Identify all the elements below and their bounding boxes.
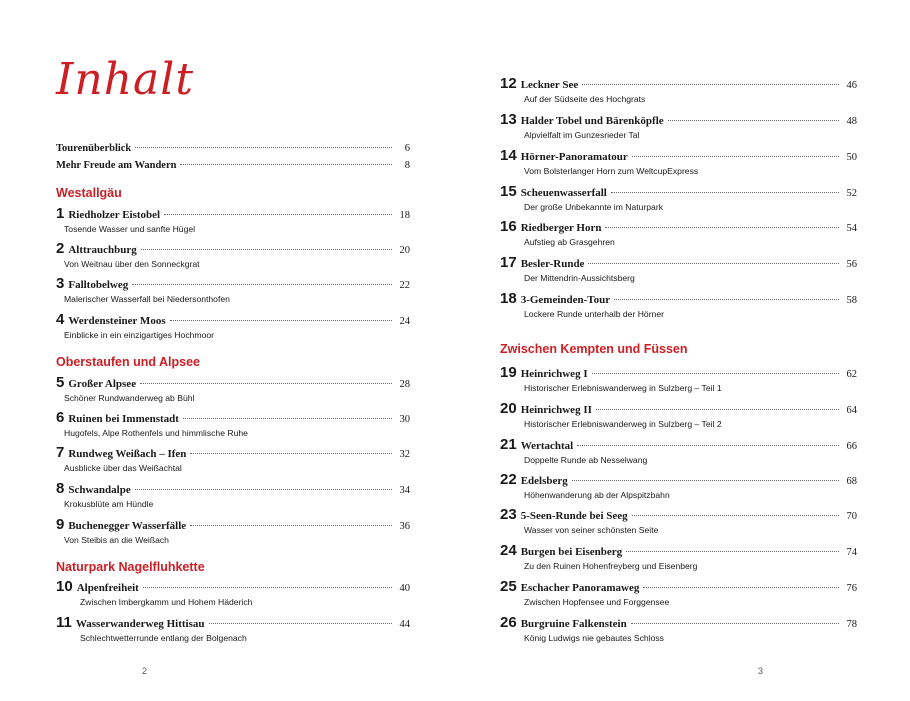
tour-entry[interactable]: [500, 75, 857, 92]
tour-number: 26: [500, 614, 517, 631]
tour-entry[interactable]: [500, 254, 857, 271]
dot-leader: [135, 147, 392, 148]
tour-subtitle: Von Steibis an die Weißach: [64, 535, 169, 545]
page-ref: 70: [846, 511, 857, 522]
tour-entry[interactable]: [56, 311, 410, 328]
page-ref: 44: [399, 619, 410, 630]
dot-leader: [611, 192, 839, 193]
tour-subtitle: Krokusblüte am Hündle: [64, 499, 154, 509]
tour-subtitle: Hugofels, Alpe Rothenfels und himmlische Ruhe: [64, 428, 248, 438]
tour-title: 3-Gemeinden-Tour: [520, 294, 611, 306]
tour-number: 18: [500, 290, 517, 307]
tour-entry[interactable]: [56, 516, 410, 533]
tour-number: 2: [56, 240, 65, 257]
dot-leader: [588, 263, 839, 264]
page-ref: 34: [399, 485, 410, 496]
tour-subtitle: Historischer Erlebniswanderweg in Sulzberg – Teil 1: [524, 383, 722, 393]
tour-number: 9: [56, 516, 65, 533]
tour-entry[interactable]: [56, 374, 410, 391]
page-ref: 78: [846, 619, 857, 630]
tour-subtitle: Höhenwanderung ab der Alpspitzbahn: [524, 490, 670, 500]
tour-subtitle: Alpvielfalt im Gunzesrieder Tal: [524, 130, 640, 140]
tour-subtitle: Ausblicke über das Weißachtal: [64, 463, 182, 473]
dot-leader: [170, 320, 392, 321]
tour-number: 15: [500, 183, 517, 200]
page-ref: 22: [399, 280, 410, 291]
tour-subtitle: Wasser von seiner schönsten Seite: [524, 525, 659, 535]
page-ref: 58: [846, 295, 857, 306]
tour-entry[interactable]: [500, 290, 857, 307]
page-ref: 66: [846, 441, 857, 452]
tour-subtitle: Einblicke in ein einzigartiges Hochmoor: [64, 330, 214, 340]
page-ref: 6: [404, 143, 410, 154]
tour-number: 14: [500, 147, 517, 164]
page-ref: 74: [846, 547, 857, 558]
tour-number: 8: [56, 480, 65, 497]
page-ref: 62: [846, 369, 857, 380]
tour-title: Riedberger Horn: [520, 222, 602, 234]
tour-title: Alpenfreiheit: [76, 582, 139, 594]
tour-title: Großer Alpsee: [68, 378, 137, 390]
dot-leader: [140, 383, 392, 384]
tour-entry[interactable]: [56, 578, 410, 595]
dot-leader: [626, 551, 839, 552]
page-ref: 24: [399, 316, 410, 327]
tour-title: Leckner See: [520, 79, 579, 91]
dot-leader: [164, 214, 392, 215]
tour-number: 19: [500, 364, 517, 381]
toc-front-entry[interactable]: [56, 160, 410, 171]
tour-subtitle: Vom Bolsterlanger Horn zum WeltcupExpress: [524, 166, 699, 176]
tour-subtitle: Doppelte Runde ab Nesselwang: [524, 455, 648, 465]
tour-entry[interactable]: [56, 205, 410, 222]
tour-subtitle: Schlechtwetterrunde entlang der Bolgenach: [80, 633, 247, 643]
tour-entry[interactable]: [500, 111, 857, 128]
page-ref: 64: [846, 405, 857, 416]
dot-leader: [632, 156, 839, 157]
tour-number: 17: [500, 254, 517, 271]
page-ref: 8: [404, 160, 410, 171]
dot-leader: [605, 227, 839, 228]
tour-title: Heinrichweg II: [520, 404, 592, 416]
page-number-left: 2: [142, 666, 148, 676]
tour-number: 24: [500, 542, 517, 559]
dot-leader: [183, 418, 392, 419]
entry-title: Mehr Freude am Wandern: [56, 160, 177, 171]
entry-title: Tourenüberblick: [56, 143, 132, 154]
tour-subtitle: Aufstieg ab Grasgehren: [524, 237, 615, 247]
tour-entry[interactable]: [56, 614, 410, 631]
tour-entry[interactable]: [500, 506, 857, 523]
toc-title: Inhalt: [56, 54, 195, 105]
tour-entry[interactable]: [500, 436, 857, 453]
tour-number: 6: [56, 409, 65, 426]
dot-leader: [596, 409, 839, 410]
tour-number: 20: [500, 400, 517, 417]
tour-entry[interactable]: [500, 183, 857, 200]
tour-entry[interactable]: [500, 364, 857, 381]
page-ref: 28: [399, 379, 410, 390]
tour-number: 22: [500, 471, 517, 488]
tour-number: 10: [56, 578, 73, 595]
page-ref: 40: [399, 583, 410, 594]
dot-leader: [577, 445, 839, 446]
page-ref: 36: [399, 521, 410, 532]
tour-number: 13: [500, 111, 517, 128]
tour-title: Rundweg Weißach – Ifen: [68, 448, 187, 460]
tour-title: Eschacher Panoramaweg: [520, 582, 640, 594]
page-ref: 76: [846, 583, 857, 594]
tour-entry[interactable]: [500, 471, 857, 488]
tour-subtitle: Zwischen Imbergkamm und Hohem Häderich: [80, 597, 253, 607]
dot-leader: [614, 299, 839, 300]
dot-leader: [141, 249, 392, 250]
tour-title: Wertachtal: [520, 440, 574, 452]
tour-entry[interactable]: [500, 542, 857, 559]
tour-number: 11: [56, 614, 72, 631]
page-ref: 18: [399, 210, 410, 221]
page-ref: 52: [846, 188, 857, 199]
tour-subtitle: Historischer Erlebniswanderweg in Sulzberg – Teil 2: [524, 419, 722, 429]
dot-leader: [592, 373, 839, 374]
dot-leader: [132, 284, 392, 285]
tour-title: Riedholzer Eistobel: [68, 209, 161, 221]
tour-entry[interactable]: [500, 614, 857, 631]
page-ref: 20: [399, 245, 410, 256]
tour-entry[interactable]: [56, 240, 410, 257]
tour-title: Werdensteiner Moos: [68, 315, 166, 327]
tour-entry[interactable]: [56, 444, 410, 461]
dot-leader: [643, 587, 839, 588]
tour-entry[interactable]: [56, 480, 410, 497]
section-heading: Oberstaufen und Alpsee: [56, 355, 201, 369]
tour-entry[interactable]: [56, 409, 410, 426]
tour-entry[interactable]: [500, 147, 857, 164]
page-ref: 50: [846, 152, 857, 163]
tour-subtitle: Der große Unbekannte im Naturpark: [524, 202, 663, 212]
page-ref: 32: [399, 449, 410, 460]
dot-leader: [190, 453, 392, 454]
tour-number: 25: [500, 578, 517, 595]
tour-entry[interactable]: [500, 400, 857, 417]
tour-number: 4: [56, 311, 65, 328]
tour-title: Alttrauchburg: [68, 244, 137, 256]
section-heading: Zwischen Kempten und Füssen: [500, 342, 688, 356]
tour-title: Buchenegger Wasserfälle: [68, 520, 187, 532]
tour-title: Burgen bei Eisenberg: [520, 546, 623, 558]
tour-subtitle: Zu den Ruinen Hohenfreyberg und Eisenberg: [524, 561, 698, 571]
page-number-right: 3: [758, 666, 764, 676]
section-heading: Westallgäu: [56, 186, 122, 200]
tour-subtitle: Malerischer Wasserfall bei Niedersonthofen: [64, 294, 230, 304]
tour-entry[interactable]: [500, 218, 857, 235]
dot-leader: [180, 164, 392, 165]
dot-leader: [209, 623, 393, 624]
tour-subtitle: Der Mittendrin-Aussichtsberg: [524, 273, 635, 283]
page-ref: 30: [399, 414, 410, 425]
tour-subtitle: König Ludwigs nie gebautes Schloss: [524, 633, 664, 643]
page-ref: 68: [846, 476, 857, 487]
tour-subtitle: Auf der Südseite des Hochgrats: [524, 94, 646, 104]
tour-number: 3: [56, 275, 65, 292]
tour-title: Schwandalpe: [68, 484, 131, 496]
tour-subtitle: Lockere Runde unterhalb der Hörner: [524, 309, 664, 319]
dot-leader: [582, 84, 839, 85]
tour-entry[interactable]: [56, 275, 410, 292]
page-ref: 48: [846, 116, 857, 127]
tour-number: 16: [500, 218, 517, 235]
tour-subtitle: Schöner Rundwanderweg ab Bühl: [64, 393, 195, 403]
toc-front-entry[interactable]: [56, 143, 410, 154]
tour-title: Wasserwanderweg Hittisau: [75, 618, 205, 630]
tour-title: Heinrichweg I: [520, 368, 588, 380]
tour-number: 23: [500, 506, 517, 523]
dot-leader: [135, 489, 392, 490]
tour-title: 5-Seen-Runde bei Seeg: [520, 510, 628, 522]
tour-subtitle: Von Weitnau über den Sonneckgrat: [64, 259, 200, 269]
dot-leader: [668, 120, 839, 121]
page-ref: 54: [846, 223, 857, 234]
tour-title: Falltobelweg: [68, 279, 129, 291]
dot-leader: [632, 515, 839, 516]
dot-leader: [572, 480, 839, 481]
tour-number: 12: [500, 75, 517, 92]
tour-subtitle: Zwischen Hopfensee und Forggensee: [524, 597, 670, 607]
tour-subtitle: Tosende Wasser und sanfte Hügel: [64, 224, 196, 234]
tour-title: Burgruine Falkenstein: [520, 618, 627, 630]
tour-entry[interactable]: [500, 578, 857, 595]
tour-title: Ruinen bei Immenstadt: [68, 413, 179, 425]
tour-title: Edelsberg: [520, 475, 568, 487]
tour-title: Besler-Runde: [520, 258, 585, 270]
section-heading: Naturpark Nagelfluhkette: [56, 560, 205, 574]
tour-number: 7: [56, 444, 65, 461]
page-ref: 46: [846, 80, 857, 91]
tour-title: Hörner-Panoramatour: [520, 151, 628, 163]
tour-number: 5: [56, 374, 65, 391]
right-page: [455, 0, 910, 701]
dot-leader: [631, 623, 839, 624]
page-ref: 56: [846, 259, 857, 270]
tour-title: Halder Tobel und Bärenköpfle: [520, 115, 664, 127]
tour-number: 1: [56, 205, 65, 222]
dot-leader: [190, 525, 392, 526]
tour-title: Scheuenwasserfall: [520, 187, 607, 199]
dot-leader: [143, 587, 392, 588]
tour-number: 21: [500, 436, 517, 453]
